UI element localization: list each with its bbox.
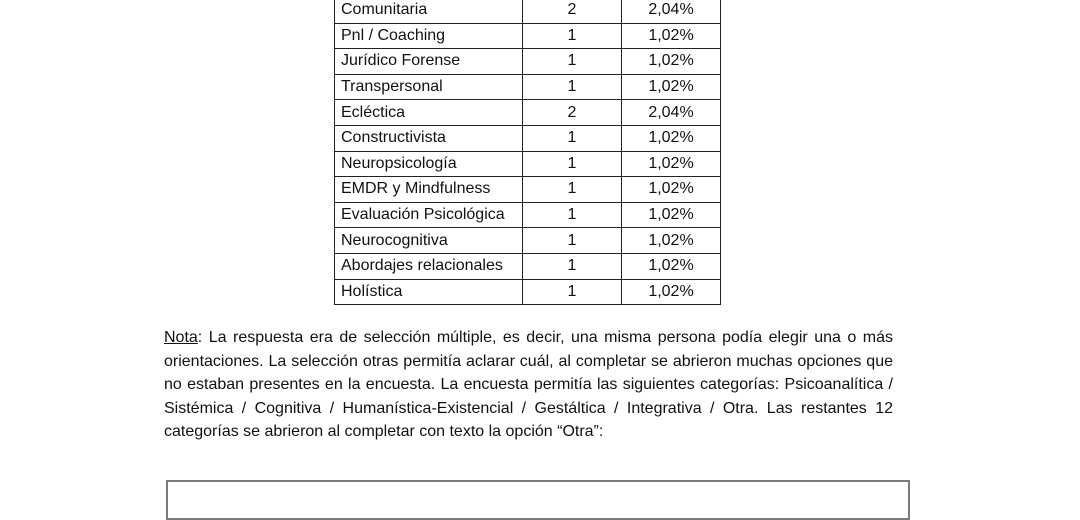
category-cell: Evaluación Psicológica bbox=[335, 202, 523, 228]
category-cell: EMDR y Mindfulness bbox=[335, 177, 523, 203]
count-cell: 1 bbox=[523, 202, 622, 228]
percent-cell: 1,02% bbox=[622, 253, 721, 279]
table-row bbox=[335, 177, 721, 203]
count-cell: 1 bbox=[523, 177, 622, 203]
count-cell: 1 bbox=[523, 228, 622, 254]
table-row bbox=[335, 74, 721, 100]
table-row bbox=[335, 125, 721, 151]
percent-cell: 1,02% bbox=[622, 279, 721, 305]
percent-cell: 1,02% bbox=[622, 151, 721, 177]
table-row bbox=[335, 228, 721, 254]
count-cell: 1 bbox=[523, 125, 622, 151]
category-cell: Neurocognitiva bbox=[335, 228, 523, 254]
count-cell: 1 bbox=[523, 23, 622, 49]
count-cell: 2 bbox=[523, 0, 622, 23]
percent-cell: 2,04% bbox=[622, 100, 721, 126]
count-cell: 1 bbox=[523, 279, 622, 305]
percent-cell: 1,02% bbox=[622, 74, 721, 100]
category-cell: Holística bbox=[335, 279, 523, 305]
table-row bbox=[335, 279, 721, 305]
category-cell: Neuropsicología bbox=[335, 151, 523, 177]
category-cell: Constructivista bbox=[335, 125, 523, 151]
category-cell: Transpersonal bbox=[335, 74, 523, 100]
content-frame bbox=[166, 480, 910, 520]
table-row bbox=[335, 0, 721, 23]
percent-cell: 1,02% bbox=[622, 228, 721, 254]
category-cell: Jurídico Forense bbox=[335, 49, 523, 75]
note-label: Nota bbox=[164, 329, 198, 346]
table-row bbox=[335, 253, 721, 279]
orientation-table bbox=[334, 0, 721, 305]
table-row bbox=[335, 202, 721, 228]
percent-cell: 1,02% bbox=[622, 202, 721, 228]
table-body bbox=[335, 0, 721, 305]
percent-cell: 2,04% bbox=[622, 0, 721, 23]
percent-cell: 1,02% bbox=[622, 125, 721, 151]
count-cell: 1 bbox=[523, 151, 622, 177]
table-row bbox=[335, 100, 721, 126]
table-row bbox=[335, 23, 721, 49]
percent-cell: 1,02% bbox=[622, 177, 721, 203]
percent-cell: 1,02% bbox=[622, 49, 721, 75]
table-row bbox=[335, 49, 721, 75]
count-cell: 1 bbox=[523, 253, 622, 279]
category-cell: Ecléctica bbox=[335, 100, 523, 126]
category-cell: Pnl / Coaching bbox=[335, 23, 523, 49]
count-cell: 1 bbox=[523, 49, 622, 75]
note-paragraph bbox=[164, 326, 893, 444]
note-text: : La respuesta era de selección múltiple, es decir, una misma persona podía elegir una o más orientaciones. La selección otras permitía aclarar cuál, al completar se abrieron muchas opciones que no estaban presentes en la encuesta. La encuesta permitía las siguientes categorías: Psicoanalítica / Sistémica / Cognitiva / Humanística-Existencial / Gestáltica / Integrativa / Otra. Las restantes 12 categorías se abrieron al completar con texto la opción “Otra”: bbox=[164, 329, 893, 440]
count-cell: 1 bbox=[523, 74, 622, 100]
category-cell: Comunitaria bbox=[335, 0, 523, 23]
category-cell: Abordajes relacionales bbox=[335, 253, 523, 279]
table-row bbox=[335, 151, 721, 177]
count-cell: 2 bbox=[523, 100, 622, 126]
percent-cell: 1,02% bbox=[622, 23, 721, 49]
